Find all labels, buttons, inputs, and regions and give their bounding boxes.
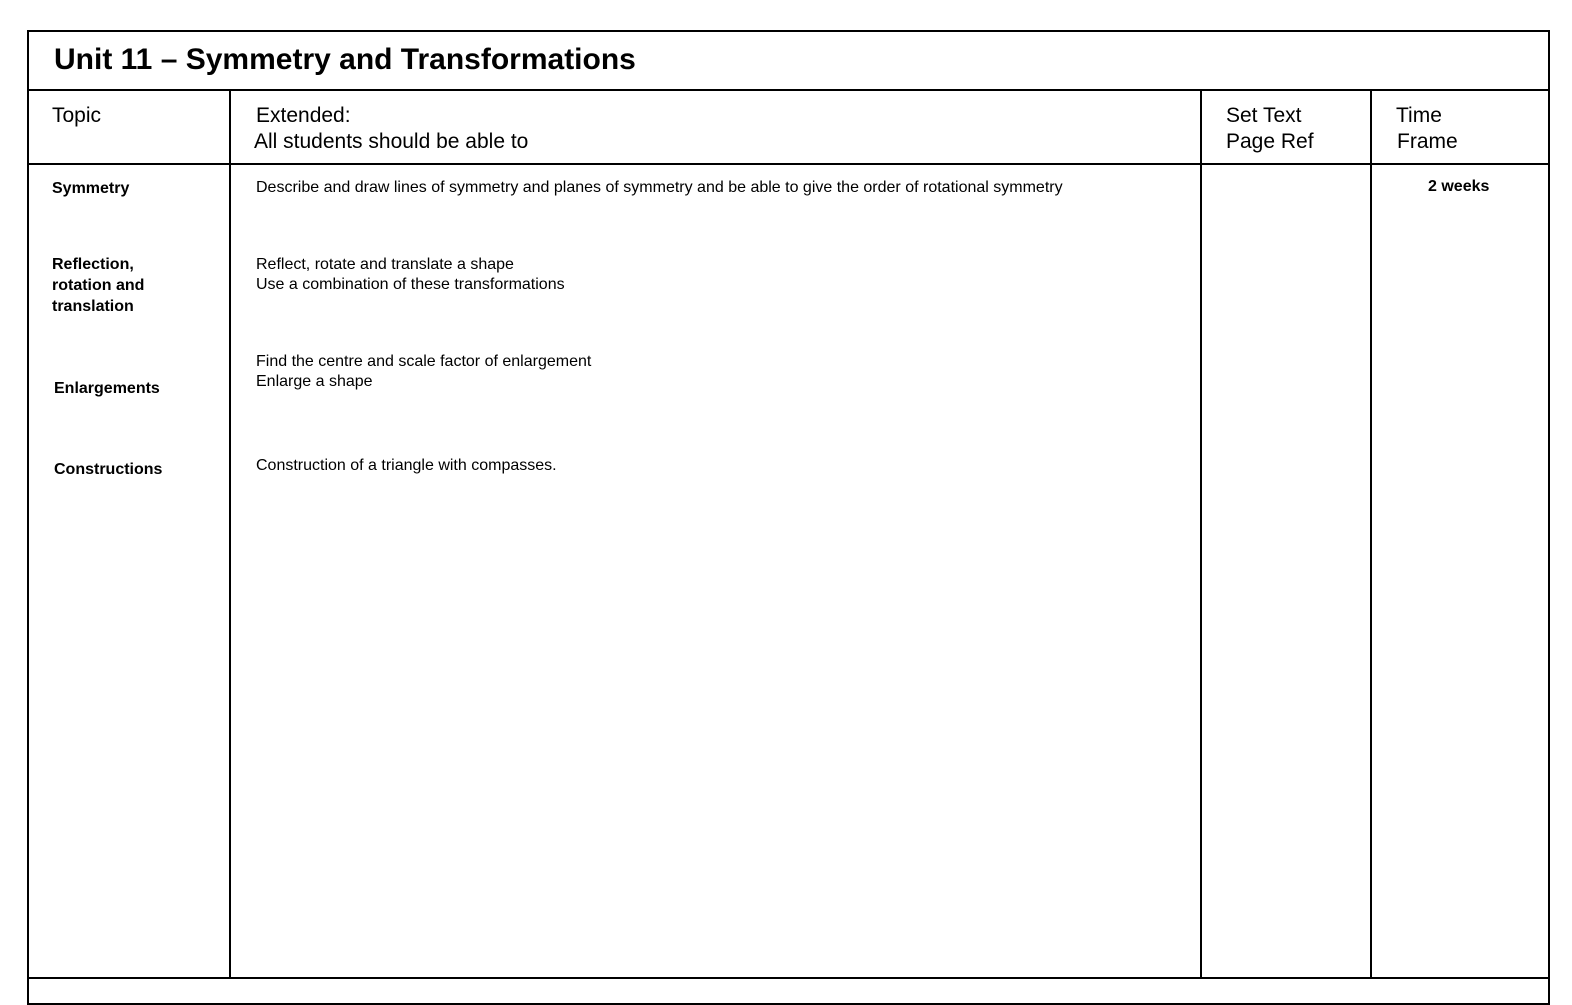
header-time-line2: Frame [1397,130,1458,153]
unit-table-frame [27,30,1550,1005]
topic-reflection-rotation-translation: Reflection, rotation and translation [52,256,145,315]
description-enlargements: Find the centre and scale factor of enlargement Enlarge a shape [256,353,592,390]
topic-symmetry: Symmetry [52,180,130,197]
description-constructions: Construction of a triangle with compasses. [256,457,557,474]
column-divider-extended [1200,90,1202,978]
time-frame-value: 2 weeks [1428,178,1490,195]
header-top-rule [28,89,1549,91]
header-bottom-rule [28,163,1549,165]
column-divider-settext [1370,90,1372,978]
topic-constructions: Constructions [54,461,163,478]
column-divider-topic [229,90,231,978]
header-time-line1: Time [1396,104,1442,127]
table-bottom-rule [28,977,1549,979]
header-set-text-line2: Page Ref [1226,130,1314,153]
unit-title: Unit 11 – Symmetry and Transformations [54,43,636,76]
header-set-text-line1: Set Text [1226,104,1302,127]
header-extended-line2: All students should be able to [254,130,529,153]
description-reflection-rotation-translation: Reflect, rotate and translate a shape Use a combination of these transformations [256,256,565,293]
header-topic: Topic [52,104,102,127]
header-extended-line1: Extended: [256,104,351,127]
topic-enlargements: Enlargements [54,380,160,397]
description-symmetry: Describe and draw lines of symmetry and planes of symmetry and be able to give the order of rotational symmetry [256,179,1063,196]
